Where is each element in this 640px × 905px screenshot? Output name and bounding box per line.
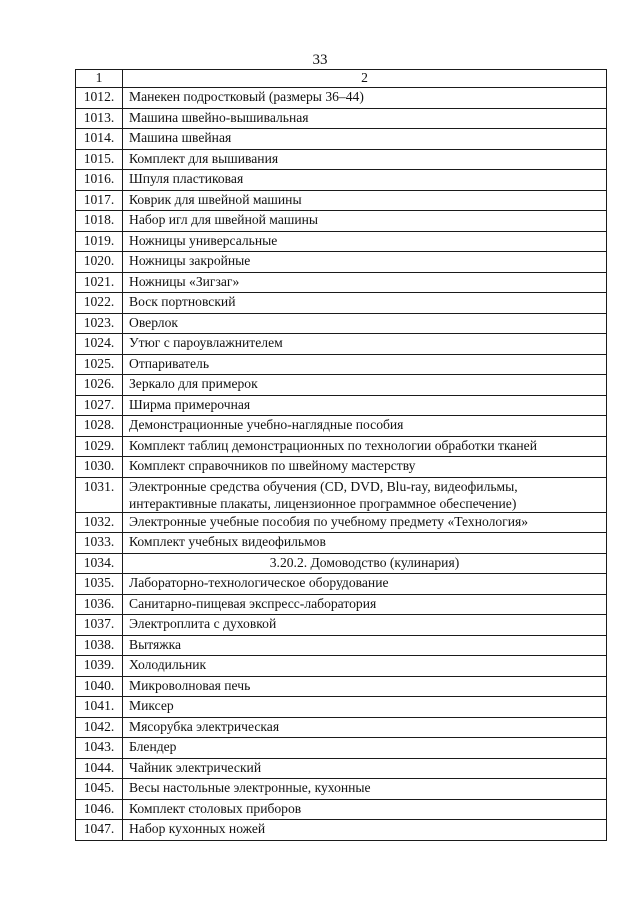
item-name: Машина швейно-вышивальная xyxy=(123,108,607,129)
row-number: 1045. xyxy=(76,779,123,800)
table-row xyxy=(76,697,607,718)
item-name: Оверлок xyxy=(123,313,607,334)
item-name: Холодильник xyxy=(123,656,607,677)
table-body xyxy=(76,70,607,841)
row-number: 1016. xyxy=(76,170,123,191)
item-name: Микроволновая печь xyxy=(123,676,607,697)
table-row xyxy=(76,533,607,554)
item-name: Ширма примерочная xyxy=(123,395,607,416)
item-name: Миксер xyxy=(123,697,607,718)
table-row xyxy=(76,108,607,129)
row-number: 1013. xyxy=(76,108,123,129)
row-number: 1032. xyxy=(76,512,123,533)
table-row xyxy=(76,252,607,273)
table-header-row xyxy=(76,70,607,88)
item-name: Ножницы закройные xyxy=(123,252,607,273)
row-number: 1040. xyxy=(76,676,123,697)
row-number: 1031. xyxy=(76,477,123,512)
item-name: Мясорубка электрическая xyxy=(123,717,607,738)
row-number: 1035. xyxy=(76,574,123,595)
item-name: Машина швейная xyxy=(123,129,607,150)
row-number: 1038. xyxy=(76,635,123,656)
table-row xyxy=(76,820,607,841)
table-row xyxy=(76,738,607,759)
item-name: Комплект учебных видеофильмов xyxy=(123,533,607,554)
row-number: 1041. xyxy=(76,697,123,718)
item-name: Зеркало для примерок xyxy=(123,375,607,396)
table-row xyxy=(76,211,607,232)
item-name: Чайник электрический xyxy=(123,758,607,779)
item-name: Шпуля пластиковая xyxy=(123,170,607,191)
item-name: Комплект таблиц демонстрационных по технологии обработки тканей xyxy=(123,436,607,457)
table-row xyxy=(76,457,607,478)
row-number: 1047. xyxy=(76,820,123,841)
row-number: 1036. xyxy=(76,594,123,615)
section-heading: 3.20.2. Домоводство (кулинария) xyxy=(123,553,607,574)
table-row xyxy=(76,149,607,170)
row-number: 1024. xyxy=(76,334,123,355)
equipment-table xyxy=(75,69,607,841)
table-row xyxy=(76,170,607,191)
row-number: 1033. xyxy=(76,533,123,554)
table-row xyxy=(76,676,607,697)
table-row xyxy=(76,293,607,314)
row-number: 1019. xyxy=(76,231,123,252)
table-row xyxy=(76,334,607,355)
item-name: Блендер xyxy=(123,738,607,759)
item-name: Весы настольные электронные, кухонные xyxy=(123,779,607,800)
table-row xyxy=(76,88,607,109)
item-name: Набор кухонных ножей xyxy=(123,820,607,841)
row-number: 1027. xyxy=(76,395,123,416)
row-number: 1039. xyxy=(76,656,123,677)
table-row xyxy=(76,477,607,512)
item-name: Комплект столовых приборов xyxy=(123,799,607,820)
row-number: 1030. xyxy=(76,457,123,478)
row-number: 1012. xyxy=(76,88,123,109)
item-name: Ножницы «Зигзаг» xyxy=(123,272,607,293)
table-row xyxy=(76,635,607,656)
table-row xyxy=(76,512,607,533)
table-row xyxy=(76,779,607,800)
item-name: Электроплита с духовкой xyxy=(123,615,607,636)
item-name: Комплект для вышивания xyxy=(123,149,607,170)
column-header-name: 2 xyxy=(123,70,607,88)
item-name: Электронные учебные пособия по учебному предмету «Технология» xyxy=(123,512,607,533)
item-name: Демонстрационные учебно-наглядные пособия xyxy=(123,416,607,437)
row-number: 1015. xyxy=(76,149,123,170)
item-name: Коврик для швейной машины xyxy=(123,190,607,211)
item-name: Комплект справочников по швейному мастерству xyxy=(123,457,607,478)
table-row xyxy=(76,395,607,416)
item-name: Электронные средства обучения (CD, DVD, Blu-ray, видеофильмы, интерактивные плакаты, лицензионное программное обеспечение) xyxy=(123,477,607,512)
row-number: 1021. xyxy=(76,272,123,293)
item-name: Санитарно-пищевая экспресс-лаборатория xyxy=(123,594,607,615)
item-name: Ножницы универсальные xyxy=(123,231,607,252)
row-number: 1029. xyxy=(76,436,123,457)
row-number: 1025. xyxy=(76,354,123,375)
table-row xyxy=(76,190,607,211)
row-number: 1022. xyxy=(76,293,123,314)
item-name: Манекен подростковый (размеры 36–44) xyxy=(123,88,607,109)
table-row xyxy=(76,231,607,252)
row-number: 1014. xyxy=(76,129,123,150)
row-number: 1044. xyxy=(76,758,123,779)
item-name: Отпариватель xyxy=(123,354,607,375)
item-name: Набор игл для швейной машины xyxy=(123,211,607,232)
row-number: 1042. xyxy=(76,717,123,738)
table-row xyxy=(76,354,607,375)
item-name: Воск портновский xyxy=(123,293,607,314)
section-heading-row xyxy=(76,553,607,574)
row-number: 1028. xyxy=(76,416,123,437)
row-number: 1017. xyxy=(76,190,123,211)
row-number: 1043. xyxy=(76,738,123,759)
table-row xyxy=(76,799,607,820)
column-header-number: 1 xyxy=(76,70,123,88)
table-row xyxy=(76,272,607,293)
table-row xyxy=(76,313,607,334)
table-row xyxy=(76,375,607,396)
table-row xyxy=(76,416,607,437)
table-row xyxy=(76,594,607,615)
item-name: Утюг с пароувлажнителем xyxy=(123,334,607,355)
table-row xyxy=(76,758,607,779)
row-number: 1034. xyxy=(76,553,123,574)
table-row xyxy=(76,717,607,738)
row-number: 1026. xyxy=(76,375,123,396)
row-number: 1046. xyxy=(76,799,123,820)
row-number: 1020. xyxy=(76,252,123,273)
table-row xyxy=(76,615,607,636)
table-row xyxy=(76,129,607,150)
row-number: 1023. xyxy=(76,313,123,334)
page-number: 33 xyxy=(312,52,328,68)
row-number: 1037. xyxy=(76,615,123,636)
table-row xyxy=(76,436,607,457)
table-row xyxy=(76,574,607,595)
table-row xyxy=(76,656,607,677)
item-name: Вытяжка xyxy=(123,635,607,656)
row-number: 1018. xyxy=(76,211,123,232)
item-name: Лабораторно-технологическое оборудование xyxy=(123,574,607,595)
